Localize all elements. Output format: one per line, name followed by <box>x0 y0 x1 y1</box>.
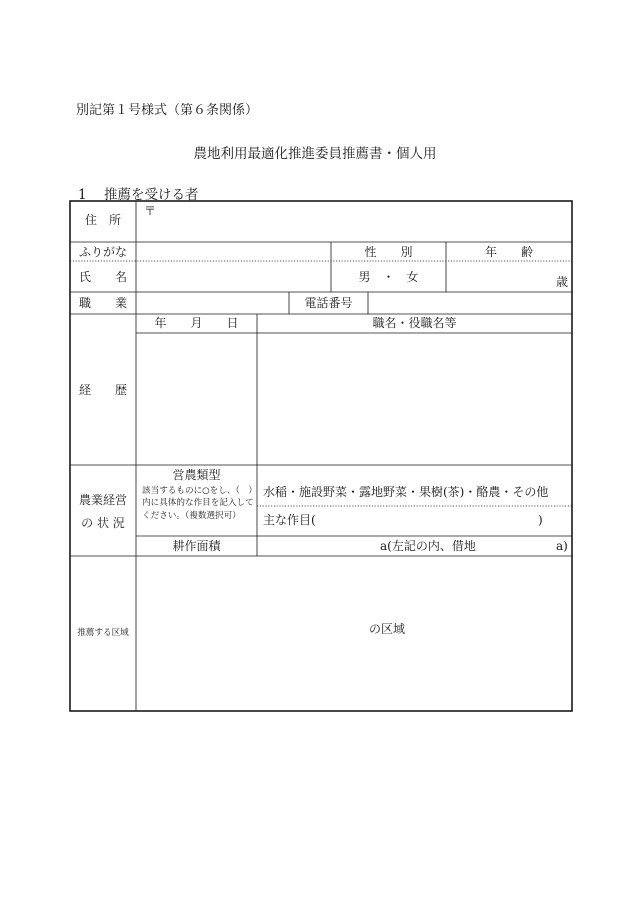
recommend-area-label: 推薦する区域 <box>77 628 129 638</box>
age-unit: 歳 <box>556 275 569 289</box>
area-text: a(左記の内、借地 <box>380 539 476 553</box>
cultivated-area-field[interactable] <box>258 538 378 555</box>
farm-status-label <box>70 489 136 535</box>
gender-label: 性 別 <box>364 245 413 259</box>
career-date-field[interactable] <box>137 334 256 464</box>
farm-status-label-line1: 農業経営 <box>78 493 127 507</box>
postal-mark: 〒 <box>144 204 157 218</box>
gender-options[interactable]: 男 ・ 女 <box>358 270 419 284</box>
career-position-header: 職名・役職名等 <box>372 316 457 330</box>
farm-type-options[interactable]: 水稲・施設野菜・露地野菜・果樹(茶)・酪農・その他 <box>263 485 549 499</box>
age-field[interactable] <box>447 262 571 291</box>
farm-type-label: 営農類型 <box>172 468 221 482</box>
district-suffix: の区域 <box>369 622 406 636</box>
section-number: 1 <box>78 187 87 203</box>
leased-area-field[interactable] <box>500 538 552 555</box>
main-crop-field[interactable] <box>320 510 535 528</box>
career-label: 経 歴 <box>78 383 127 397</box>
main-crop-close: ) <box>538 513 543 527</box>
age-label: 年 齢 <box>484 245 533 259</box>
farm-type-note: 該当するものに○をし、（ ）内に具体的な作目を記入してください。（複数選択可） <box>142 486 254 521</box>
farm-status-label-line2: の 状 況 <box>81 515 125 530</box>
furigana-label: ふりがな <box>78 245 127 259</box>
name-label: 氏 名 <box>78 270 127 284</box>
occupation-label: 職 業 <box>78 296 127 310</box>
cultivated-area-label: 耕作面積 <box>172 539 221 553</box>
form-reference: 別記第１号様式（第６条関係） <box>76 103 259 118</box>
phone-field[interactable] <box>369 293 571 313</box>
address-label: 住 所 <box>84 213 121 227</box>
furigana-field[interactable] <box>137 243 330 260</box>
area-close: a) <box>556 539 568 553</box>
document-title: 農地利用最適化推進委員推薦書・個人用 <box>193 146 437 162</box>
career-date-header: 年 月 日 <box>154 316 239 330</box>
address-field[interactable] <box>137 216 571 240</box>
main-crop-label: 主な作目( <box>263 513 316 527</box>
phone-label: 電話番号 <box>304 296 353 310</box>
name-field[interactable] <box>137 262 330 291</box>
occupation-field[interactable] <box>137 293 288 313</box>
career-position-field[interactable] <box>258 334 571 464</box>
section-label: 推薦を受ける者 <box>104 187 199 203</box>
recommend-area-field[interactable] <box>137 558 369 708</box>
